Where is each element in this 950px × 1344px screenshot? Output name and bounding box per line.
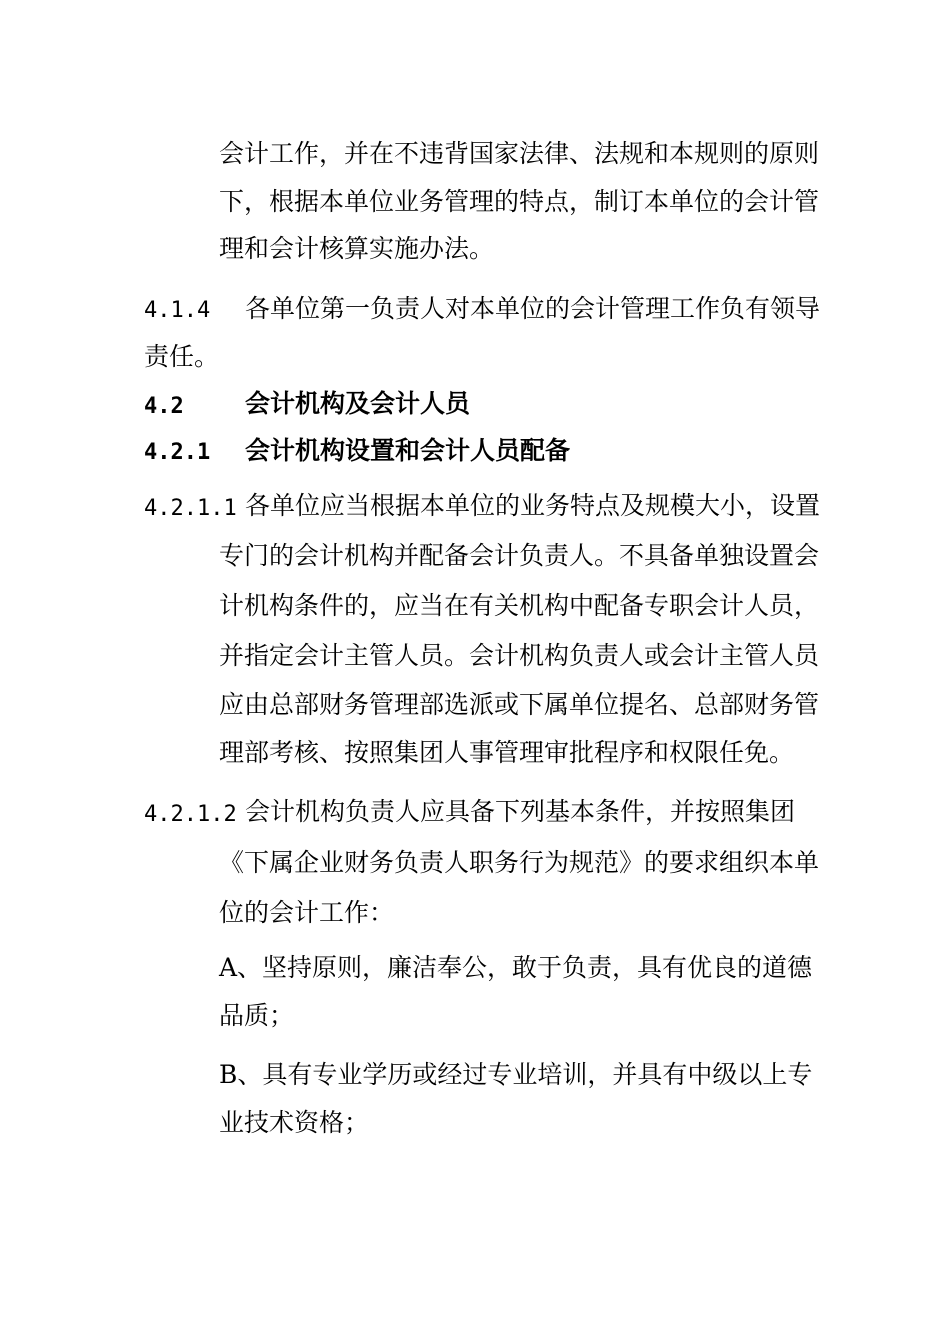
clause-number: 4.2.1.2 xyxy=(144,802,237,827)
paragraph-line: 下，根据本单位业务管理的特点，制订本单位的会计管 xyxy=(219,187,820,216)
paragraph-line: 计机构条件的，应当在有关机构中配备专职会计人员， xyxy=(219,591,820,620)
list-item-line: 品质； xyxy=(219,1001,295,1030)
list-item-line: 业技术资格； xyxy=(219,1108,370,1137)
clause-number: 4.2.1.1 xyxy=(144,496,237,521)
paragraph-line: 各单位应当根据本单位的业务特点及规模大小，设置 xyxy=(245,491,821,520)
list-item-line: A、坚持原则，廉洁奉公，敢于负责，具有优良的道德 xyxy=(219,953,813,982)
list-item-line: B、具有专业学历或经过专业培训，并具有中级以上专 xyxy=(219,1060,813,1089)
clause-number: 4.1.4 xyxy=(144,298,211,323)
paragraph-line: 并指定会计主管人员。会计机构负责人或会计主管人员 xyxy=(219,641,820,670)
paragraph-line: 《下属企业财务负责人职务行为规范》的要求组织本单 xyxy=(219,848,820,877)
section-number: 4.2 xyxy=(144,394,184,419)
subsection-number: 4.2.1 xyxy=(144,440,211,465)
paragraph-line: 各单位第一负责人对本单位的会计管理工作负有领导 xyxy=(245,294,821,323)
subsection-heading: 会计机构设置和会计人员配备 xyxy=(245,436,571,465)
paragraph-line: 理部考核、按照集团人事管理审批程序和权限任免。 xyxy=(219,738,795,767)
paragraph-line: 应由总部财务管理部选派或下属单位提名、总部财务管 xyxy=(219,690,820,719)
paragraph-line: 专门的会计机构并配备会计负责人。不具备单独设置会 xyxy=(219,541,820,570)
paragraph-line: 会计机构负责人应具备下列基本条件，并按照集团 xyxy=(245,797,796,826)
section-heading: 会计机构及会计人员 xyxy=(245,389,471,418)
paragraph-line: 理和会计核算实施办法。 xyxy=(219,234,495,263)
paragraph-line: 责任。 xyxy=(144,342,220,371)
paragraph-line: 会计工作，并在不违背国家法律、法规和本规则的原则 xyxy=(219,139,820,168)
paragraph-line: 位的会计工作： xyxy=(219,898,395,927)
